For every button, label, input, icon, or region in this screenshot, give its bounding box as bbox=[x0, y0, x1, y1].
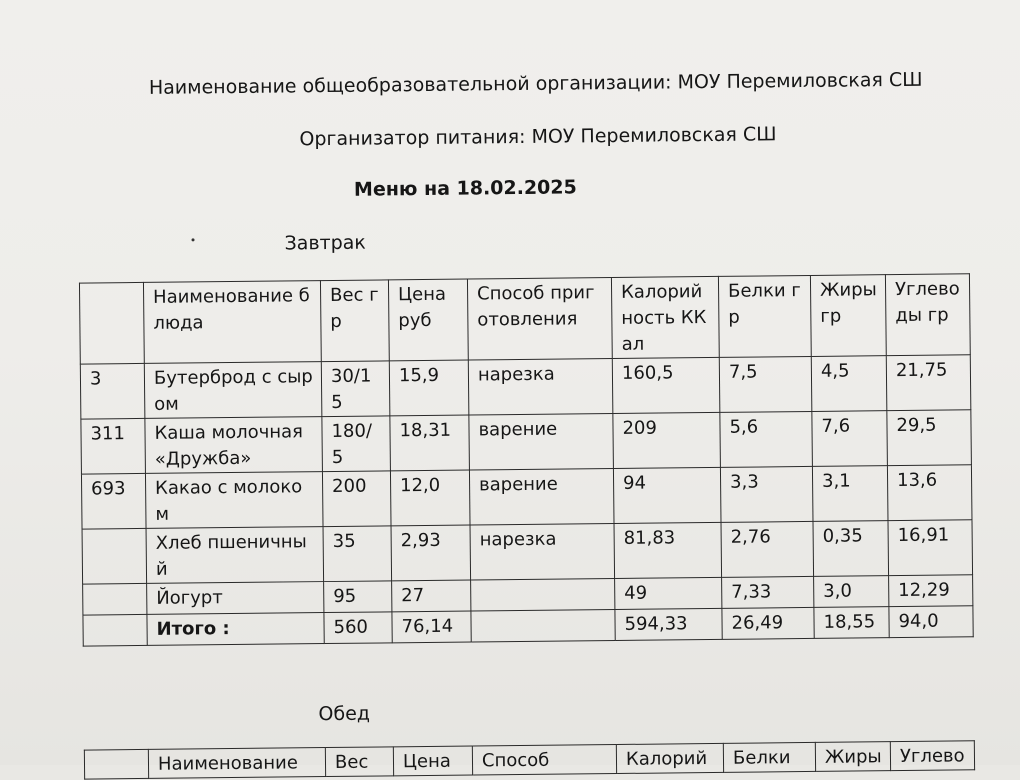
table-header-row bbox=[84, 741, 974, 779]
total-cell bbox=[83, 614, 147, 646]
header-cell: Цена руб bbox=[388, 279, 468, 361]
table-cell: 3,1 bbox=[812, 466, 888, 522]
table-cell: 18,31 bbox=[390, 415, 470, 471]
table-cell: Бутерброд с сыром bbox=[144, 362, 322, 419]
header-cell: Углево bbox=[890, 741, 974, 771]
table-cell: Какао с молоком bbox=[145, 472, 323, 529]
table-cell: 7,5 bbox=[719, 356, 812, 412]
table-cell: 7,33 bbox=[722, 576, 814, 608]
table-cell: 3 bbox=[80, 363, 145, 419]
table-cell: варение bbox=[469, 414, 614, 471]
table-cell: 16,91 bbox=[888, 520, 973, 576]
header-cell: Углеводы гр bbox=[885, 274, 970, 356]
table-cell: 2,93 bbox=[391, 525, 471, 581]
header-cell: Наименование bbox=[148, 748, 325, 779]
table-cell: 7,6 bbox=[812, 411, 888, 467]
header-cell: Вес гр bbox=[320, 280, 389, 362]
table-header-row bbox=[79, 274, 970, 364]
breakfast-title: Завтрак bbox=[284, 231, 366, 255]
table-cell: варение bbox=[469, 469, 614, 526]
table-row bbox=[81, 410, 972, 474]
organization-name: Наименование общеобразовательной организации: МОУ Перемиловская СШ bbox=[148, 68, 923, 99]
table-row bbox=[80, 355, 971, 419]
table-row bbox=[82, 520, 973, 584]
table-cell: 0,35 bbox=[813, 521, 889, 577]
table-cell: 3,3 bbox=[720, 466, 813, 522]
table-cell: 81,83 bbox=[614, 522, 722, 578]
table-cell: 693 bbox=[81, 473, 146, 529]
table-cell: 94 bbox=[613, 467, 721, 523]
total-cell: 94,0 bbox=[889, 606, 973, 638]
header-cell: Белки bbox=[723, 742, 815, 772]
header-cell bbox=[79, 282, 144, 364]
table-cell: 180/5 bbox=[322, 416, 391, 472]
header-cell: Способ приготовления bbox=[467, 278, 612, 361]
table-cell: нарезка bbox=[468, 359, 613, 416]
header-cell: Наименование блюда bbox=[143, 281, 321, 364]
table-row bbox=[81, 465, 972, 529]
ink-speck bbox=[191, 238, 194, 241]
header-cell: Вес bbox=[325, 747, 393, 777]
table-cell: 311 bbox=[81, 418, 146, 474]
total-label: Итого : bbox=[147, 613, 324, 646]
table-cell: 95 bbox=[324, 581, 392, 613]
table-cell bbox=[471, 579, 615, 612]
table-cell: 12,29 bbox=[889, 575, 973, 607]
table-cell: 30/15 bbox=[321, 361, 390, 417]
table-cell: 3,0 bbox=[814, 576, 889, 608]
table-cell: 209 bbox=[613, 412, 721, 468]
table-cell: 160,5 bbox=[612, 357, 720, 413]
table-cell: 5,6 bbox=[720, 411, 813, 467]
table-cell: 29,5 bbox=[887, 410, 972, 466]
caterer-name: Организатор питания: МОУ Перемиловская СШ bbox=[299, 123, 777, 151]
table-cell: нарезка bbox=[470, 524, 615, 581]
table-cell: 35 bbox=[323, 526, 392, 582]
total-cell: 560 bbox=[324, 612, 392, 644]
table-cell bbox=[83, 583, 147, 615]
header-cell: Жиры bbox=[815, 742, 890, 772]
breakfast-table bbox=[79, 273, 974, 646]
header-cell bbox=[84, 749, 148, 779]
table-cell bbox=[82, 528, 147, 584]
header-cell: Калорийность ККал bbox=[611, 276, 719, 358]
header-cell: Цена bbox=[393, 746, 472, 776]
table-cell: 12,0 bbox=[390, 470, 470, 526]
table-cell: 4,5 bbox=[811, 356, 887, 412]
total-cell: 26,49 bbox=[722, 607, 814, 639]
table-cell: 27 bbox=[392, 580, 471, 612]
table-cell: 49 bbox=[615, 577, 722, 609]
header-cell: Калорий bbox=[616, 743, 723, 773]
header-cell: Способ bbox=[472, 745, 616, 776]
total-cell bbox=[471, 610, 615, 643]
lunch-table bbox=[84, 740, 975, 779]
table-cell: 15,9 bbox=[389, 360, 469, 416]
total-cell: 18,55 bbox=[814, 607, 889, 639]
table-cell: Йогурт bbox=[147, 582, 324, 615]
lunch-title: Обед bbox=[318, 702, 371, 726]
header-cell: Жиры гр bbox=[810, 275, 886, 357]
table-cell: 13,6 bbox=[887, 465, 972, 521]
table-cell: 2,76 bbox=[721, 521, 814, 577]
menu-date-title: Меню на 18.02.2025 bbox=[353, 176, 577, 201]
header-cell: Белки гр bbox=[718, 275, 811, 357]
table-cell: Каша молочная «Дружба» bbox=[145, 417, 323, 474]
total-cell: 76,14 bbox=[392, 611, 471, 643]
table-cell: 21,75 bbox=[886, 355, 971, 411]
table-cell: 200 bbox=[322, 471, 391, 527]
table-cell: Хлеб пшеничный bbox=[146, 527, 324, 584]
total-cell: 594,33 bbox=[615, 608, 722, 640]
